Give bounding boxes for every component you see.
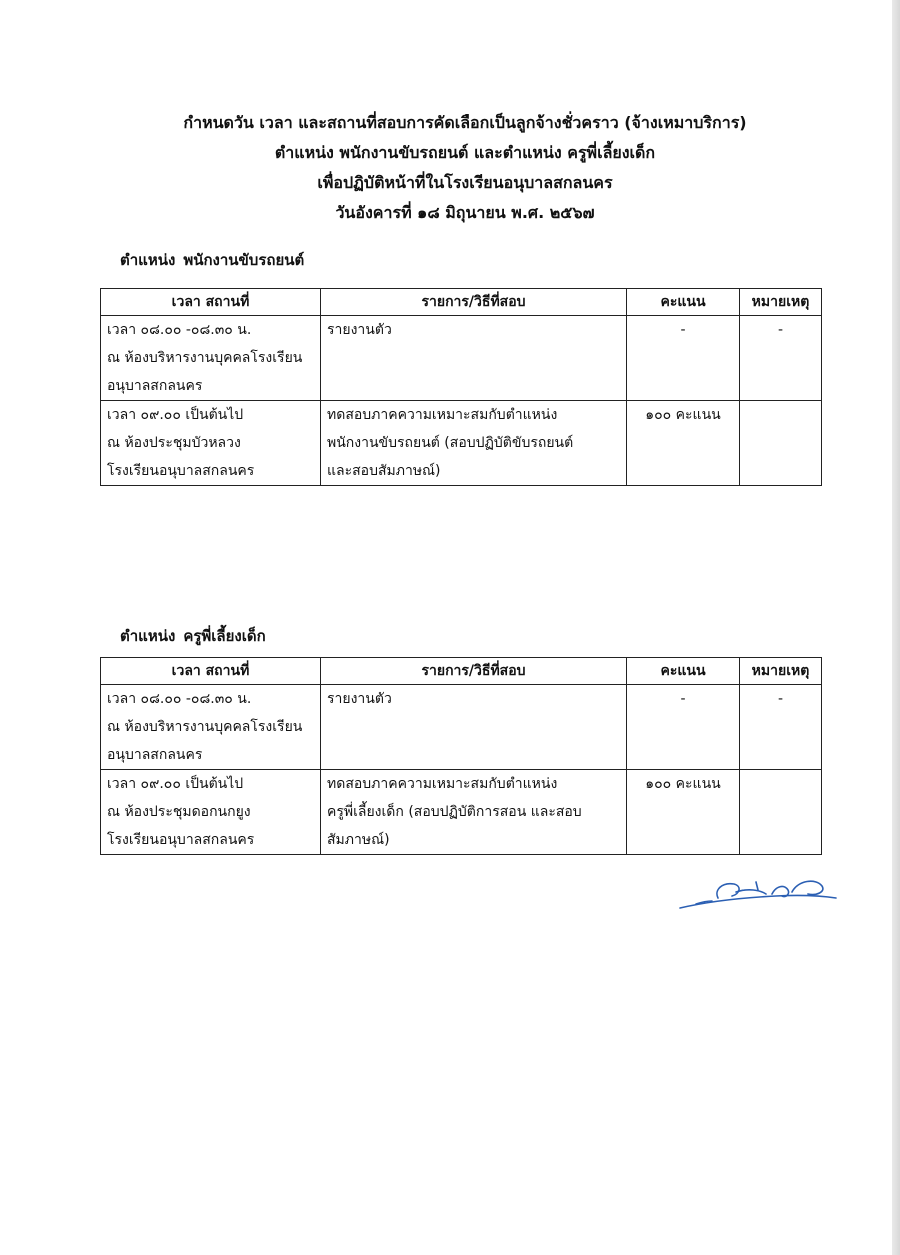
table-row bbox=[101, 401, 822, 486]
col-header-note: หมายเหตุ bbox=[740, 289, 822, 316]
time-line: เวลา ๐๘.๐๐ -๐๘.๓๐ น. bbox=[107, 322, 252, 338]
heading-line-2: ตำแหน่ง พนักงานขับรถยนต์ และตำแหน่ง ครูพี่เลี้ยงเด็ก bbox=[274, 143, 656, 162]
score-value: ๑๐๐ คะแนน bbox=[645, 776, 721, 792]
time-place-cell bbox=[101, 316, 321, 401]
section-title-driver bbox=[120, 248, 304, 272]
time-place-cell bbox=[101, 401, 321, 486]
heading-line-4: วันอังคารที่ ๑๘ มิถุนายน พ.ศ. ๒๕๖๗ bbox=[335, 203, 595, 222]
item-line: พนักงานขับรถยนต์ (สอบปฏิบัติขับรถยนต์ bbox=[327, 435, 574, 451]
schedule-table-driver bbox=[100, 288, 822, 486]
section-label: ตำแหน่ง bbox=[120, 251, 176, 269]
table-header-row bbox=[101, 289, 822, 316]
place-line: ณ ห้องบริหารงานบุคคลโรงเรียน bbox=[107, 350, 303, 366]
table-row bbox=[101, 770, 822, 855]
note-value: - bbox=[777, 691, 784, 707]
item-line: ครูพี่เลี้ยงเด็ก (สอบปฏิบัติการสอน และสอบ bbox=[327, 804, 582, 820]
note-value: - bbox=[777, 322, 784, 338]
score-value: ๑๐๐ คะแนน bbox=[645, 407, 721, 423]
document-heading bbox=[0, 108, 900, 228]
place-line: โรงเรียนอนุบาลสกลนคร bbox=[107, 463, 255, 479]
section-label: ตำแหน่ง bbox=[120, 627, 176, 645]
item-line: ทดสอบภาคความเหมาะสมกับตำแหน่ง bbox=[327, 407, 558, 423]
col-header-score: คะแนน bbox=[627, 658, 740, 685]
time-place-cell bbox=[101, 685, 321, 770]
score-cell bbox=[627, 685, 740, 770]
score-cell bbox=[627, 770, 740, 855]
time-place-cell bbox=[101, 770, 321, 855]
col-header-item: รายการ/วิธีที่สอบ bbox=[321, 289, 627, 316]
place-line: โรงเรียนอนุบาลสกลนคร bbox=[107, 832, 255, 848]
col-header-time-place: เวลา สถานที่ bbox=[101, 658, 321, 685]
score-value: - bbox=[680, 322, 686, 338]
item-cell bbox=[321, 316, 627, 401]
place-line: ณ ห้องประชุมบัวหลวง bbox=[107, 435, 241, 451]
note-cell bbox=[740, 685, 822, 770]
note-cell bbox=[740, 316, 822, 401]
table-row bbox=[101, 316, 822, 401]
heading-line-1: กำหนดวัน เวลา และสถานที่สอบการคัดเลือกเป็นลูกจ้างชั่วคราว (จ้างเหมาบริการ) bbox=[183, 113, 747, 132]
heading-line-3: เพื่อปฏิบัติหน้าที่ในโรงเรียนอนุบาลสกลนคร bbox=[317, 173, 613, 192]
item-line: และสอบสัมภาษณ์) bbox=[327, 463, 441, 479]
time-line: เวลา ๐๙.๐๐ เป็นต้นไป bbox=[107, 776, 244, 792]
item-line: สัมภาษณ์) bbox=[327, 832, 390, 848]
col-header-time-place: เวลา สถานที่ bbox=[101, 289, 321, 316]
table-header-row bbox=[101, 658, 822, 685]
col-header-score: คะแนน bbox=[627, 289, 740, 316]
col-header-item: รายการ/วิธีที่สอบ bbox=[321, 658, 627, 685]
score-cell bbox=[627, 316, 740, 401]
section-title-nanny bbox=[120, 624, 266, 648]
score-value: - bbox=[680, 691, 686, 707]
schedule-table-nanny bbox=[100, 657, 822, 855]
signature-strokes bbox=[680, 881, 836, 908]
section-position: ครูพี่เลี้ยงเด็ก bbox=[183, 627, 266, 645]
place-line: อนุบาลสกลนคร bbox=[107, 747, 203, 763]
item-cell bbox=[321, 770, 627, 855]
place-line: ณ ห้องบริหารงานบุคคลโรงเรียน bbox=[107, 719, 303, 735]
place-line: อนุบาลสกลนคร bbox=[107, 378, 203, 394]
item-line: รายงานตัว bbox=[327, 322, 392, 338]
item-cell bbox=[321, 685, 627, 770]
item-line: ทดสอบภาคความเหมาะสมกับตำแหน่ง bbox=[327, 776, 558, 792]
signature-icon bbox=[676, 868, 842, 916]
item-line: รายงานตัว bbox=[327, 691, 392, 707]
section-position: พนักงานขับรถยนต์ bbox=[183, 251, 305, 269]
note-cell bbox=[740, 401, 822, 486]
place-line: ณ ห้องประชุมดอกนกยูง bbox=[107, 804, 251, 820]
score-cell bbox=[627, 401, 740, 486]
time-line: เวลา ๐๙.๐๐ เป็นต้นไป bbox=[107, 407, 244, 423]
item-cell bbox=[321, 401, 627, 486]
table-row bbox=[101, 685, 822, 770]
col-header-note: หมายเหตุ bbox=[740, 658, 822, 685]
time-line: เวลา ๐๘.๐๐ -๐๘.๓๐ น. bbox=[107, 691, 252, 707]
note-cell bbox=[740, 770, 822, 855]
